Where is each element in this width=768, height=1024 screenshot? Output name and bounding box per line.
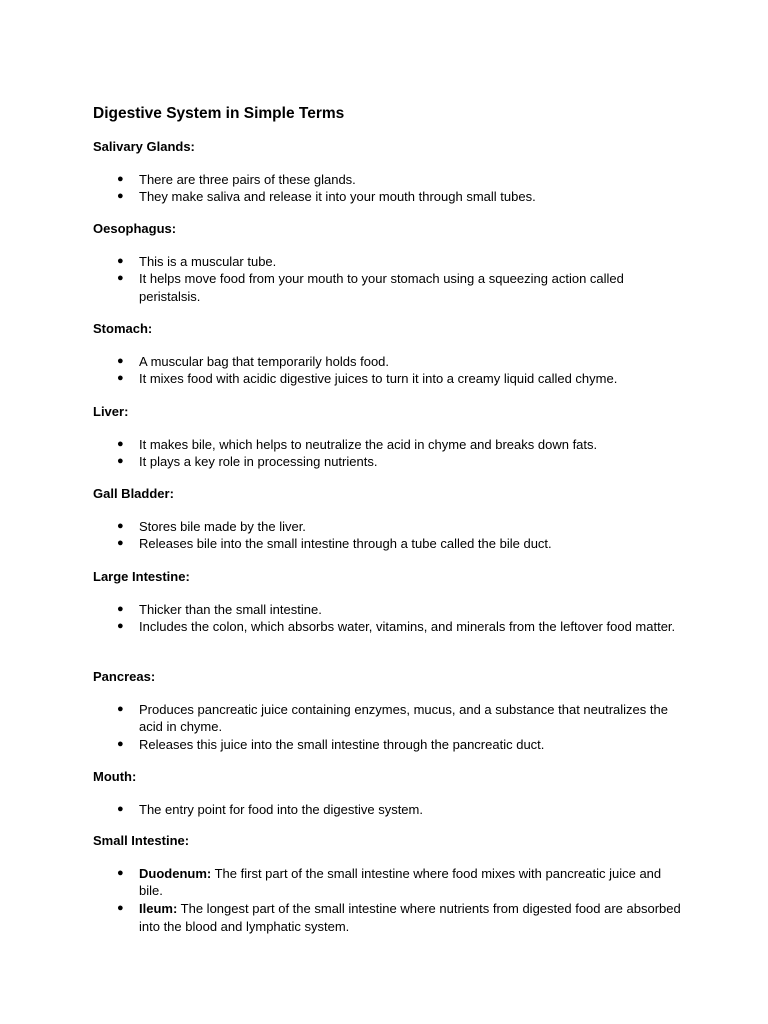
section-salivary-glands	[93, 138, 693, 206]
bullet-icon: ●	[117, 537, 124, 550]
section-mouth	[93, 768, 693, 818]
section-liver	[93, 403, 693, 471]
list-item	[93, 171, 684, 189]
list-item	[93, 436, 684, 454]
list-item	[93, 253, 684, 271]
item-text: Stores bile made by the liver.	[139, 518, 306, 534]
section-heading: Large Intestine:	[93, 569, 190, 584]
list-item	[93, 736, 684, 754]
section-oesophagus	[93, 220, 693, 306]
item-text: The first part of the small intestine where food mixes with pancreatic juice and bile.	[139, 865, 662, 899]
section-heading: Gall Bladder:	[93, 486, 174, 501]
list-item	[93, 801, 684, 819]
section-heading: Salivary Glands:	[93, 139, 195, 154]
bullet-icon: ●	[117, 372, 124, 385]
section-stomach	[93, 320, 693, 388]
section-heading: Liver:	[93, 404, 129, 419]
item-text: There are three pairs of these glands.	[139, 171, 356, 187]
list-item	[93, 865, 684, 900]
bullet-icon: ●	[117, 866, 124, 879]
section-heading: Pancreas:	[93, 669, 156, 684]
list-item	[93, 188, 684, 206]
bullet-list	[93, 518, 693, 553]
bullet-icon: ●	[117, 190, 124, 203]
bullet-icon: ●	[117, 172, 124, 185]
section-small-intestine	[93, 832, 693, 935]
item-text: It makes bile, which helps to neutralize the acid in chyme and breaks down fats.	[139, 436, 598, 452]
bullet-icon: ●	[117, 702, 124, 715]
list-item	[93, 900, 684, 935]
section-gall-bladder	[93, 485, 693, 553]
item-text: They make saliva and release it into your mouth through small tubes.	[139, 189, 536, 205]
list-item	[93, 601, 684, 619]
item-text: A muscular bag that temporarily holds food.	[139, 353, 390, 369]
item-term: Ileum:	[139, 900, 178, 916]
bullet-icon: ●	[117, 620, 124, 633]
bullet-icon: ●	[117, 519, 124, 532]
item-text: It mixes food with acidic digestive juices to turn it into a creamy liquid called chyme.	[139, 371, 618, 387]
item-text: Includes the colon, which absorbs water, vitamins, and minerals from the leftover food matter.	[139, 619, 676, 635]
item-text: It helps move food from your mouth to your stomach using a squeezing action called peristalsis.	[139, 271, 624, 304]
bullet-list	[93, 701, 693, 754]
list-item	[93, 270, 684, 305]
list-item	[93, 535, 684, 553]
section-large-intestine	[93, 568, 693, 636]
item-text: Releases this juice into the small intestine through the pancreatic duct.	[139, 736, 545, 752]
document-title: Digestive System in Simple Terms	[93, 105, 345, 122]
list-item	[93, 370, 684, 388]
bullet-icon: ●	[117, 802, 124, 815]
item-text: Produces pancreatic juice containing enzymes, mucus, and a substance that neutralizes the acid in chyme.	[139, 701, 668, 735]
section-heading: Small Intestine:	[93, 833, 190, 848]
bullet-icon: ●	[117, 602, 124, 615]
bullet-list	[93, 801, 693, 819]
bullet-icon: ●	[117, 354, 124, 367]
item-text: Releases bile into the small intestine through a tube called the bile duct.	[139, 536, 552, 552]
list-item	[93, 518, 684, 536]
section-pancreas	[93, 668, 693, 754]
item-text: It plays a key role in processing nutrients.	[139, 454, 378, 470]
section-heading: Stomach:	[93, 321, 153, 336]
list-item	[93, 453, 684, 471]
bullet-list	[93, 353, 693, 388]
item-text: The longest part of the small intestine where nutrients from digested food are absorbed into the blood and lymphatic system.	[139, 900, 681, 934]
item-text: This is a muscular tube.	[139, 253, 277, 269]
bullet-icon: ●	[117, 455, 124, 468]
section-heading: Oesophagus:	[93, 221, 177, 236]
list-item	[93, 618, 684, 636]
bullet-list	[93, 865, 693, 936]
bullet-icon: ●	[117, 254, 124, 267]
list-item	[93, 353, 684, 371]
bullet-list	[93, 171, 693, 206]
item-text: The entry point for food into the digestive system.	[139, 801, 423, 817]
item-text: Thicker than the small intestine.	[139, 601, 322, 617]
bullet-list	[93, 601, 693, 636]
bullet-icon: ●	[117, 272, 124, 285]
bullet-icon: ●	[117, 901, 124, 914]
list-item	[93, 701, 684, 736]
bullet-list	[93, 436, 693, 471]
section-heading: Mouth:	[93, 769, 137, 784]
bullet-list	[93, 253, 693, 306]
bullet-icon: ●	[117, 737, 124, 750]
bullet-icon: ●	[117, 437, 124, 450]
item-term: Duodenum:	[139, 865, 212, 881]
